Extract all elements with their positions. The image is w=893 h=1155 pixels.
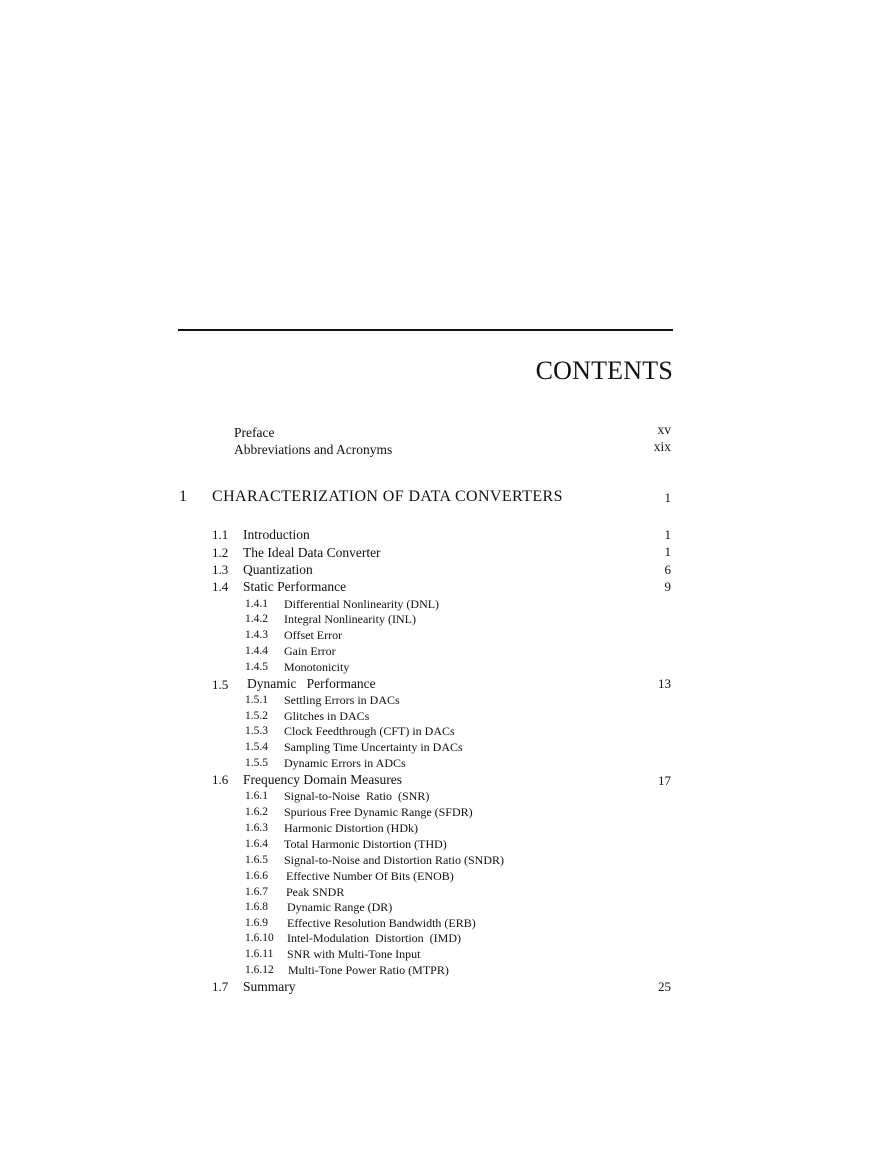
section-number: 1.2 <box>212 545 229 560</box>
subsection-title: Clock Feedthrough (CFT) in DACs <box>284 724 455 738</box>
subsection-number: 1.5.4 <box>245 741 268 753</box>
subsection-number: 1.4.5 <box>245 661 268 673</box>
subsection-number: 1.6.12 <box>245 964 274 976</box>
section-number: 1.7 <box>212 979 229 994</box>
toc-entry-abbreviations: Abbreviations and Acronyms <box>234 442 393 457</box>
chapter-number: 1 <box>179 488 187 505</box>
subsection-title: Spurious Free Dynamic Range (SFDR) <box>284 805 473 819</box>
subsection-title: Signal-to-Noise Ratio (SNR) <box>284 789 430 803</box>
subsection-number: 1.6.1 <box>245 790 268 802</box>
subsection-number: 1.4.3 <box>245 629 268 641</box>
subsection-number: 1.6.5 <box>245 854 268 866</box>
section-page: 13 <box>658 676 671 691</box>
subsection-number: 1.5.2 <box>245 710 268 722</box>
subsection-title: Glitches in DACs <box>284 709 370 723</box>
subsection-title: Signal-to-Noise and Distortion Ratio (SNDR) <box>284 853 504 867</box>
subsection-title: Total Harmonic Distortion (THD) <box>284 837 447 851</box>
section-title: Static Performance <box>243 579 347 594</box>
subsection-title: Differential Nonlinearity (DNL) <box>284 597 440 611</box>
page-title: CONTENTS <box>535 356 673 386</box>
subsection-number: 1.6.3 <box>245 822 268 834</box>
section-number: 1.1 <box>212 527 229 542</box>
subsection-title: Intel-Modulation Distortion (IMD) <box>287 931 461 945</box>
subsection-title: Harmonic Distortion (HDk) <box>284 821 418 835</box>
toc-page-abbreviations: xix <box>653 439 671 454</box>
subsection-title: Multi-Tone Power Ratio (MTPR) <box>288 963 449 977</box>
section-title: Introduction <box>243 527 310 542</box>
subsection-number: 1.4.2 <box>245 613 268 625</box>
section-page: 25 <box>658 979 671 994</box>
subsection-title: Dynamic Errors in ADCs <box>284 756 406 770</box>
subsection-title: Offset Error <box>284 628 343 642</box>
section-title: Frequency Domain Measures <box>243 772 402 787</box>
section-page: 9 <box>664 579 671 594</box>
chapter-page: 1 <box>664 490 671 505</box>
section-page: 6 <box>664 562 671 577</box>
subsection-number: 1.5.5 <box>245 757 268 769</box>
section-title: The Ideal Data Converter <box>243 545 381 560</box>
subsection-number: 1.6.9 <box>245 917 268 929</box>
section-page: 17 <box>658 773 671 788</box>
subsection-number: 1.6.8 <box>245 901 268 913</box>
subsection-number: 1.6.11 <box>245 948 274 960</box>
subsection-title: Effective Resolution Bandwidth (ERB) <box>287 916 476 930</box>
section-title: Summary <box>243 979 296 994</box>
subsection-title: Sampling Time Uncertainty in DACs <box>284 740 463 754</box>
subsection-title: Gain Error <box>284 644 336 658</box>
section-page: 1 <box>664 527 671 542</box>
subsection-title: Peak SNDR <box>286 885 345 899</box>
subsection-title: Settling Errors in DACs <box>284 693 400 707</box>
toc-page-preface: xv <box>657 422 671 437</box>
subsection-title: Effective Number Of Bits (ENOB) <box>286 869 454 883</box>
subsection-number: 1.6.10 <box>245 932 274 944</box>
subsection-title: SNR with Multi-Tone Input <box>287 947 421 961</box>
subsection-number: 1.6.4 <box>245 838 268 850</box>
subsection-title: Dynamic Range (DR) <box>287 900 393 914</box>
subsection-number: 1.4.4 <box>245 645 268 657</box>
section-number: 1.4 <box>212 579 229 594</box>
subsection-number: 1.4.1 <box>245 598 268 610</box>
subsection-number: 1.5.1 <box>245 694 268 706</box>
section-page: 1 <box>664 544 671 559</box>
subsection-number: 1.6.7 <box>245 886 268 898</box>
section-title: Quantization <box>243 562 313 577</box>
subsection-number: 1.5.3 <box>245 725 268 737</box>
section-title: Dynamic Performance <box>247 676 376 691</box>
toc-entry-preface: Preface <box>234 425 275 440</box>
subsection-title: Monotonicity <box>284 660 350 674</box>
header-rule <box>178 329 673 331</box>
section-number: 1.5 <box>212 677 229 692</box>
section-number: 1.3 <box>212 562 229 577</box>
chapter-title: CHARACTERIZATION OF DATA CONVERTERS <box>212 488 563 505</box>
section-number: 1.6 <box>212 772 229 787</box>
subsection-title: Integral Nonlinearity (INL) <box>284 612 416 626</box>
subsection-number: 1.6.6 <box>245 870 268 882</box>
subsection-number: 1.6.2 <box>245 806 268 818</box>
